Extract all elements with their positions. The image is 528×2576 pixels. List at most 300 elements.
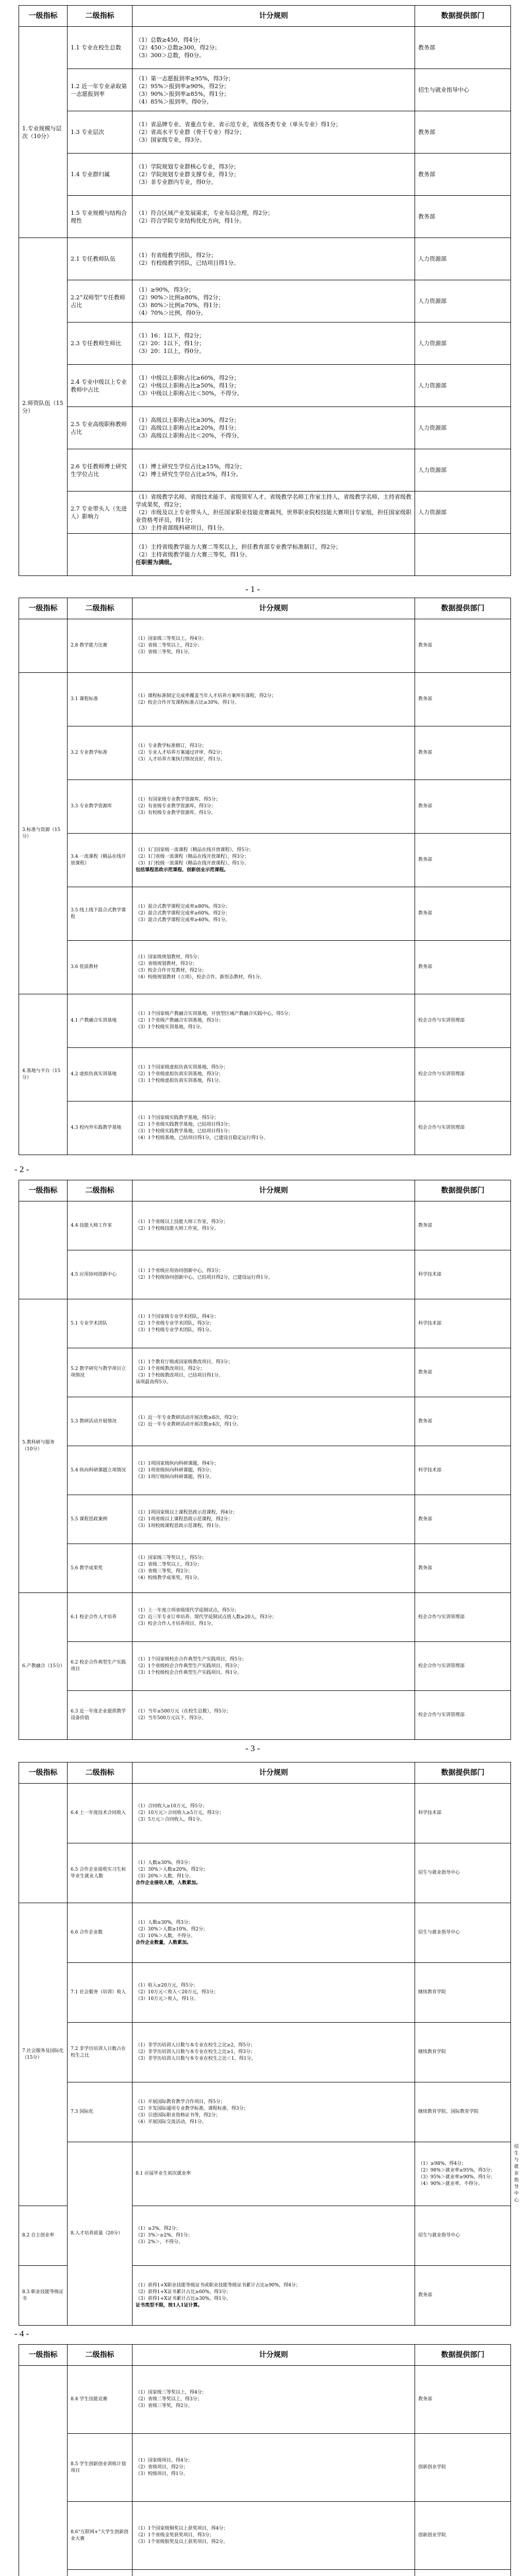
scoring-rules-cell [415,2142,511,2206]
rule-line: （1）人数≥30%，得3分； [136,1860,193,1866]
scoring-rules-cell [133,1101,415,1155]
rule-line: （1）开展国际教育教学合作项目，得5分； [136,2099,225,2105]
rule-line: （2）省级项目，得2分； [136,2465,188,2470]
rule-line: （3）90%＞报到率≥85%，得1分； [136,90,230,97]
department-cell: 校企合作与实训管理部 [415,994,511,1048]
rule-line: （3）80%＞比例≥70%，得1分； [136,301,224,309]
secondary-indicator-cell: 1.2 近一年专业录取第一志愿报到率 [68,69,133,111]
header-row [19,6,511,27]
rule-line: （2）开发国际通用专业教学标准、课程标准，得3分； [136,2106,249,2111]
secondary-indicator-cell [68,534,133,576]
secondary-indicator-cell: 7.2 非学历培训人日数占在校生之比 [68,2023,133,2082]
department-cell: 教务部 [415,1495,511,1544]
primary-indicator-cell: 7.社会服务及国际化（15分） [19,1903,68,2206]
header-row [19,598,511,619]
scoring-rules-cell [133,1593,415,1642]
secondary-indicator-cell: 3.6 优质教材 [68,941,133,994]
rule-line: （2）校企合作开发课程标准占比≥30%，得1分。 [136,700,239,705]
rule-line: （2）1个省级产教融合实训基地，得3分； [136,1018,224,1023]
table-row [19,1903,511,1963]
secondary-indicator-cell: 7.3 国际化 [68,2082,133,2142]
department-cell: 继续教育学院 [415,1963,511,2023]
table-row [19,2366,511,2434]
primary-indicator-cell: 3.标准与资源（15分） [19,673,68,994]
secondary-indicator-cell: 6.3 近一年度企业提供教学设备价值 [68,1691,133,1740]
scoring-rules-cell [133,365,415,407]
rule-line: （1）有省级教学团队，得2分； [136,251,217,259]
scoring-rules-cell [133,1495,415,1544]
table-row [19,726,511,780]
rule-line: 任职需为满级。 [136,559,175,566]
scoring-rules-cell [133,1843,415,1903]
secondary-indicator-cell: 2.5 专业高级职称教师占比 [68,407,133,449]
rule-line: （4）1个校级基地，已结项目得1分，已建设且稳定运行得1分。 [136,1135,268,1141]
department-cell: 教务部 [415,1397,511,1446]
rule-line: （4）90%＞就业率，不得分。 [418,2181,483,2187]
header-cell: 二级指标 [68,6,133,27]
table-row [19,673,511,726]
secondary-indicator-cell: 2.3 专任教师生师比 [68,323,133,365]
rule-line: （1）≥98%，得4分； [418,2161,466,2166]
table-row [19,280,511,323]
page-number: - 4 - [14,2329,29,2338]
department-cell: 校企合作与实训管理部 [415,1642,511,1691]
page-3 [19,1180,510,1740]
department-cell: 教务部 [415,887,511,941]
rule-line: （2）近三年专业订单培养、现代学徒制试点班人数≥20人，得3分； [136,1614,277,1620]
department-cell: 校企合作与实训管理部 [415,1101,511,1155]
rule-line: （4）70%＞比例，得0分。 [136,309,207,316]
department-cell: 校企合作与实训管理部 [415,1048,511,1101]
rule-line: （1）总数≥450，得4分； [136,37,204,43]
page-2 [19,598,510,1155]
department-cell: 教务部 [415,941,511,994]
primary-indicator-cell: 4.基地与平台（15分） [19,994,68,1155]
rule-line: （2）主持省级教学能力大赛三等奖，得1分。 [136,551,251,558]
table-row [19,2570,511,2576]
rule-line: （2）1个省级专业学术团队，得3分； [136,1320,214,1326]
secondary-indicator-cell: 4.5 应用协同创新中心 [68,1250,133,1299]
secondary-indicator-cell: 3.2 专业教学标准 [68,726,133,780]
table-row [19,1593,511,1642]
scoring-rules-cell [133,111,415,154]
rule-line: （3）有校级专业教学资源库，得1分。 [136,810,216,816]
scoring-rules-cell [133,534,415,576]
header-cell: 二级指标 [68,1762,133,1784]
rule-line: （1）上一年度立项省级现代学徒制试点，得5分； [136,1607,239,1613]
rule-line: （2）专业人才培养方案通过评审，得2分； [136,750,225,755]
secondary-indicator-cell: 5.3 教研活动开展情况 [68,1397,133,1446]
rule-line: （1）混合式教学课程完成率≥80%，得3分； [136,904,230,909]
secondary-indicator-cell: 8.3 职业技能等级证书 [19,2266,68,2326]
rule-line: （3）省级三等奖，得1分。 [136,650,193,655]
header-row [19,1180,511,1201]
rule-line: （1）非学历培训人日数与本专业在校生之比≥2，得5分； [136,2043,255,2048]
scoring-rules-cell [133,2366,415,2434]
table-row [19,1201,511,1250]
rule-line: （1）国家级项目，得4分； [136,2458,193,2463]
rule-line: （1）合同收入≥10万元，得5分； [136,1804,207,1809]
header-cell: 二级指标 [68,1180,133,1201]
department-cell: 教务部 [415,1201,511,1250]
rule-line: （1）国家级三等奖以上，得4分； [136,2390,207,2395]
table-row [19,1348,511,1397]
secondary-indicator-cell: 4.4 技能大师工作室 [68,1201,133,1250]
department-cell: 教务部 [415,673,511,726]
department-cell: 创新创业学院 [415,2434,511,2502]
rule-line: （2）1门省级一流课程（精品在线开放课程），得3分； [136,854,249,859]
secondary-indicator-cell: 8.6“互联网+”大学生创新创业大赛 [68,2502,133,2570]
primary-indicator-cell [19,2366,68,2576]
secondary-indicator-cell: 5.6 教学成果奖 [68,1544,133,1593]
header-row [19,2345,511,2366]
primary-indicator-cell [19,1784,68,1903]
department-cell: 人力资源部 [415,280,511,323]
rule-line: （2）博士研究生学位占比≥5%，得1分。 [136,470,242,478]
table-row [19,1299,511,1348]
header-cell: 数据提供部门 [415,598,511,619]
rule-line: （1）国家级规划教材，得5分； [136,954,202,960]
rule-line: （3）1个校级校企合作典型生产实践项目，得1分。 [136,1670,242,1675]
rule-line: （2）学院规划专业群支撑专业，得1分； [136,171,239,178]
header-cell: 计分规则 [133,6,415,27]
secondary-indicator-cell: 2.6 专任教师博士研究生学位占比 [68,449,133,492]
rule-line: （1）第一志愿报到率≥95%，得3分； [136,75,234,82]
rule-line: （3）20：1以上，得0分。 [136,348,205,354]
primary-indicator-cell [19,1201,68,1299]
scoring-rules-cell [133,834,415,887]
table-row [19,2082,511,2142]
scoring-rules-cell [133,2434,415,2502]
rule-line: （4）85%＞报到率，得0分。 [136,98,212,105]
secondary-indicator-cell: 3.3 专业教学资源库 [68,780,133,834]
rule-line: （2）1个省级虚拟仿真实训基地，得3分； [136,1072,224,1077]
table-row [19,1495,511,1544]
table-row [19,2502,511,2570]
rule-line: （2）1项省级以上课程思政示范课程，得2分； [136,1516,233,1522]
department-cell: 招生与就业指导中心 [415,2206,511,2266]
scoring-rules-cell [133,1544,415,1593]
table-row [19,2434,511,2502]
rule-line: （2）中级以上职称占比≥50%，得1分； [136,382,240,389]
department-cell: 科学技术部 [415,1784,511,1843]
secondary-indicator-cell: 6.1 校企合作人才培养 [68,1593,133,1642]
department-cell: 创新创业学院 [415,2502,511,2570]
rule-line: （1）1项国家级以上课程思政示范课程，得4分； [136,1510,238,1515]
scoring-rules-cell [133,673,415,726]
department-cell: 人力资源部 [415,449,511,492]
secondary-indicator-cell: 8.1 应届毕业生初次就业率 [133,2142,415,2206]
rule-line: 证书类型不限，按1人1证计算。 [136,2302,203,2308]
scoring-rules-cell [133,887,415,941]
secondary-indicator-cell: 2.4 专业中级以上专业教师中占比 [68,365,133,407]
scoring-rules-cell [133,69,415,111]
table-row [19,2023,511,2082]
rule-line: （1）专业教学标准修订，得3分； [136,743,207,749]
secondary-indicator-cell: 5.1 专业学术团队 [68,1299,133,1348]
scoring-rules-cell [133,238,415,280]
rule-line: （1）省级教学名师、省级技术能手、省级领军人才、省级教学名师工作室主持人，省级教学名师、主持省级教学成果奖，得2分； [136,494,411,508]
rule-line: （1）1个省级应用协同创新中心，得3分； [136,1268,224,1274]
page-number: - 2 - [14,1164,29,1174]
rule-line: （2）混合式教学课程完成率≥60%，得2分； [136,911,230,916]
table-row [19,238,511,280]
rule-line: （3）获得1+X证书累计占比≥30%，得1分。 [136,2296,231,2301]
secondary-indicator-cell: 3.1 课程标准 [68,673,133,726]
rule-line: （1）收入≥20万元，得5分； [136,1983,198,1988]
table-row [19,365,511,407]
scoring-rules-cell [133,1691,415,1740]
rules-table [19,5,511,576]
table-row [19,1446,511,1495]
department-cell: 人力资源部 [415,492,511,534]
rule-line: （3）10万元＞收入，得1分。 [136,1996,199,2002]
table-row [19,154,511,196]
rule-line: （2）95%＞报到率≥90%，得2分； [136,82,230,90]
rule-line: （3）1个省级银奖及以上获奖项目，得2分。 [136,2539,228,2545]
rule-line: （1）1个国家级专业学术团队，得4分； [136,1314,219,1319]
header-cell: 二级指标 [68,2345,133,2366]
header-cell: 二级指标 [68,598,133,619]
scoring-rules-cell [133,994,415,1048]
scoring-rules-cell [133,280,415,323]
rule-line: （2）市级及以上专业带头人，担任国家职业技能竞赛裁判，世界职业院校技能大赛项目专家组，担任国家级职业资格考评员，得1分； [136,509,411,523]
header-cell: 计分规则 [133,2345,415,2366]
department-cell: 教务部 [415,619,511,673]
rule-line: （1）近一年专业教研活动开展次数≥8次，得2分； [136,1415,241,1420]
rule-line: （2）1项省级纵向科研课题，得3分； [136,1467,214,1473]
table-row [19,407,511,449]
rule-line: （1）1个国家级实践教学基地，得5分； [136,1115,219,1121]
scoring-rules-cell [133,323,415,365]
table-row [19,1048,511,1101]
department-cell: 科学技术部 [415,1299,511,1348]
scoring-rules-cell [133,154,415,196]
secondary-indicator-cell: 6.4 上一年度技术合同收入 [68,1784,133,1843]
rule-line: （2）1个省级金奖获奖项目，得3分； [136,2533,214,2538]
department-cell: 人力资源部 [415,407,511,449]
rule-line: （1）1个国家级铜奖以上获奖项目，得4分； [136,2526,228,2531]
rule-line: （2）省级二等奖以上，得3分； [136,1562,202,1567]
rule-line: （2）1个省级教改项目，得2分； [136,1366,205,1371]
rule-line: （2）1个校级协同创新中心，已结项目得2分，已建设运行得1分。 [136,1275,273,1280]
primary-indicator-cell: 8.人才培养质量（20分） [68,2142,133,2326]
secondary-indicator-cell: 3.4 一流课程（精品在线开放课程） [68,834,133,887]
rule-line: （3）20%＞人数，得1分。 [136,1873,194,1879]
rule-line: （2）30%＞人数≥10%，得2分； [136,1926,208,1932]
table-row [19,69,511,111]
rule-line: （3）10%＞人数，不得分。 [136,1933,195,1939]
rule-line: （1）1个国家级校企合作典型生产实践项目，得5分； [136,1656,247,1662]
rule-line: （2）1个校级技能大师工作室，得1分。 [136,1226,219,1231]
rule-line: （4）校级教学成果奖，得1分。 [136,1575,202,1581]
rule-line: （1）1个国家级产教融合实训基地，开放型区域产教融合实践中心，得5分； [136,1011,293,1016]
rule-line: （1）学院规划专业群核心专业，得3分； [136,163,239,170]
department-cell: 校企合作与实训管理部 [415,1691,511,1740]
rule-line: （4）开展国际交流活动，得1分。 [136,2119,207,2125]
rule-line: （2）符合学院专业结构优化方向，得1分。 [136,217,245,224]
department-cell: 招生与就业指导中心 [415,1843,511,1903]
rule-line: （1）省品牌专业、省重点专业、省示范专业，省级各类专业（单头专业）得1分； [136,121,341,128]
page-5 [19,2344,510,2576]
secondary-indicator-cell: 4.2 虚拟仿真实训基地 [68,1048,133,1101]
scoring-rules-cell [133,492,415,534]
scoring-rules-cell [133,1446,415,1495]
table-row: 8.人才培养质量（20分） 8.1 应届毕业生初次就业率 （1）≥98%，得4分； （2）98%＞就业率≥95%，得3分； （3）95%＞就业率≥90%，得1分； （4）90%＞就业率，不得分。 招生与就业指导中心 [19,2142,511,2206]
header-cell: 计分规则 [133,1762,415,1784]
department-cell: 科学技术部 [415,1250,511,1299]
secondary-indicator-cell: 5.2 教学研究与教学项目立项情况 [68,1348,133,1397]
rule-line: （2）1个省级校企合作典型生产实践项目，得3分； [136,1663,242,1669]
rule-line: （3）主持省部级科研项目，得1分。 [136,524,228,531]
secondary-indicator-cell: 7.1 社会服务（培训）收入 [68,1963,133,2023]
scoring-rules-cell [133,1299,415,1348]
department-cell: 继续教育学院、国际教育学院 [415,2082,511,2142]
secondary-indicator-cell: 4.3 校内外实践教学基地 [68,1101,133,1155]
rule-line: （2）90%＞比例≥80%，得2分； [136,294,224,301]
table-row [19,534,511,576]
rule-line: （3）非学历培训人日数与本专业在校生之比＜1，得1分。 [136,2056,256,2061]
department-cell: 教务部 [415,196,511,238]
table-row [19,196,511,238]
secondary-indicator-cell: 8.4 学生技能竞赛 [68,2366,133,2434]
rule-line: （3）1项厅级纵向科研课题，得1分。 [136,1474,214,1480]
scoring-rules-cell [133,2502,415,2570]
department-cell: 教务部 [415,2266,511,2326]
table-row [19,1843,511,1903]
table-row [19,449,511,492]
department-cell: 人力资源部 [415,238,511,280]
table-row [19,834,511,887]
secondary-indicator-cell: 1.1 专业在校生总数 [68,27,133,69]
table-row [19,111,511,154]
department-cell: 教务部 [415,834,511,887]
rule-line: （3）1门校级一流课程（精品在线开放课程），得1分。 [136,860,249,866]
table-row [19,1642,511,1691]
secondary-indicator-cell: 1.3 专业层次 [68,111,133,154]
header-row [19,1762,511,1784]
rule-line: （3）校企合作开发教材，得2分； [136,968,207,973]
rule-line: （3）5万元＞合同收入，得1分。 [136,1817,205,1822]
rule-line: （1）博士研究生学位占比≥15%，得2分； [136,463,245,470]
rule-line: （2）省高水平专业群（骨干专业）得2分； [136,129,245,135]
scoring-rules-cell [133,1048,415,1101]
rule-line: （2）98%＞就业率≥95%，得3分； [418,2167,496,2173]
scoring-rules-cell [133,1397,415,1446]
primary-indicator-cell: 2.师资队伍（15分） [19,238,68,576]
department-cell: 校企合作与实训管理部 [415,1593,511,1642]
rule-line: （2）30%＞人数≥20%，得2分； [136,1867,208,1872]
rule-line: （2）有省级专业教学资源库，得3分； [136,804,216,809]
scoring-rules-cell [133,780,415,834]
rule-line: （3）校企合作人才培养项目，得1分。 [136,1621,216,1626]
rule-line: （2）有校级教学团队，已结项目得1分。 [136,259,239,266]
rule-line: （1）中级以上职称占比≥60%，得2分； [136,375,240,381]
scoring-rules-cell [133,2082,415,2142]
secondary-indicator-cell: 2.1 专任教师队伍 [68,238,133,280]
rule-line: （1）16：1以下，得2分； [136,332,205,339]
department-cell: 招生与就业指导中心 [415,1903,511,1963]
rule-line: （1）1个教育厅级或国家级教改项目，得3分； [136,1360,233,1365]
rule-line: （3）2%＞，不得分。 [136,2240,184,2245]
department-cell: 教务部 [415,154,511,196]
rule-line: （3）中级以上职称占比＜50%，不得分。 [136,390,243,397]
scoring-rules-cell [133,27,415,69]
header-cell: 数据提供部门 [415,6,511,27]
rule-line: （2）省级二等奖以上，得3分； [136,2397,202,2402]
secondary-indicator-cell: 2.7 专业带头人（先进人）影响力 [68,492,133,534]
scoring-rules-cell [133,2206,415,2266]
rule-line: （1）1个省级以上技能大师工作室，得3分； [136,1219,228,1225]
header-cell: 一级指标 [19,598,68,619]
secondary-indicator-cell: 2.8 教学能力比赛 [68,619,133,673]
department-cell [415,534,511,576]
header-cell: 一级指标 [19,1762,68,1784]
rule-line: （2）高级以上职称占比≥20%，得1分； [136,425,240,431]
rule-line: （2）10万元＞合同收入≥5万元，得3分； [136,1810,224,1816]
scoring-rules-cell [133,2570,415,2576]
rule-line: （2）450＞总数≥300，得2分； [136,44,221,51]
rule-line: （3）1项校级课程思政示范课程，得1分。 [136,1523,224,1529]
rule-line: （3）1个校级实训基地，得1分。 [136,1025,205,1030]
rule-line: （3）国家级专业，得3分。 [136,137,205,143]
rule-line: （1）有国家级专业教学资源库，得5分； [136,797,221,802]
table-row [19,1250,511,1299]
rule-line: （3）95%＞就业率≥90%，得1分； [418,2174,496,2180]
department-cell: 教务部 [415,111,511,154]
rule-line: （1）1项国家级纵向科研课题，得4分； [136,1461,219,1466]
table-row [19,619,511,673]
table-row [19,780,511,834]
header-cell: 计分规则 [133,598,415,619]
scoring-rules-cell [133,941,415,994]
rules-table [19,1180,511,1740]
scoring-rules-cell [133,1348,415,1397]
page-1 [19,5,510,576]
department-cell: 继续教育学院 [415,2023,511,2082]
secondary-indicator-cell: 5.5 课程思政案例 [68,1495,133,1544]
secondary-indicator-cell: 4.1 产教融合实训基地 [68,994,133,1048]
scoring-rules-cell [133,449,415,492]
secondary-indicator-cell: 8.2 自主创业率 [19,2206,68,2266]
scoring-rules-cell [133,619,415,673]
table-row [19,1544,511,1593]
rule-line: （3）1个校级虚拟仿真实训基地，得1分。 [136,1078,224,1083]
rule-line: （1）≥3%，得2分； [136,2226,181,2231]
page-number: - 1 - [245,584,260,594]
header-cell: 数据提供部门 [415,1762,511,1784]
rule-line: （1）高级以上职称占比≥30%，得2分； [136,417,240,423]
rule-line: （2）省级二等奖以上，得2分； [136,643,202,648]
department-cell: 教务部 [415,1348,511,1397]
header-cell: 一级指标 [19,6,68,27]
rule-line: （2）获得1+X证书累计占比≥60%，得3分； [136,2289,231,2295]
rule-line: （2）非学历培训人日数与本专业在校生之比≥1，得3分； [136,2049,255,2055]
rule-line: （1）当年≥500万元（在校生总数），得5分； [136,1709,231,1714]
secondary-indicator-cell: 8.5 学生创新创业训练计划项目 [68,2434,133,2502]
rule-line: （3）引进国际职业资格证书等，得2分； [136,2112,221,2118]
table-row [19,1691,511,1740]
primary-indicator-cell: 6.产教融合（15分） [19,1593,68,1740]
secondary-indicator-cell: 6.5 合作企业接收实习生和毕业生就业人数 [68,1843,133,1903]
department-cell: 教务部 [415,726,511,780]
header-cell: 数据提供部门 [415,1180,511,1201]
rule-line: （1）课程标准制定完成率覆盖当年人才培养方案所有课程，得2分； [136,693,276,699]
rule-line: （1）获得1+X职业技能等级证书或职业技能等级证书累计占比≥90%，得4分； [136,2282,301,2288]
department-cell: 招生与就业指导中心 [415,69,511,111]
rule-line: （3）300＞总数，得0分。 [136,52,205,59]
rule-line: （3）省级三等奖，得2分； [136,1569,193,1574]
